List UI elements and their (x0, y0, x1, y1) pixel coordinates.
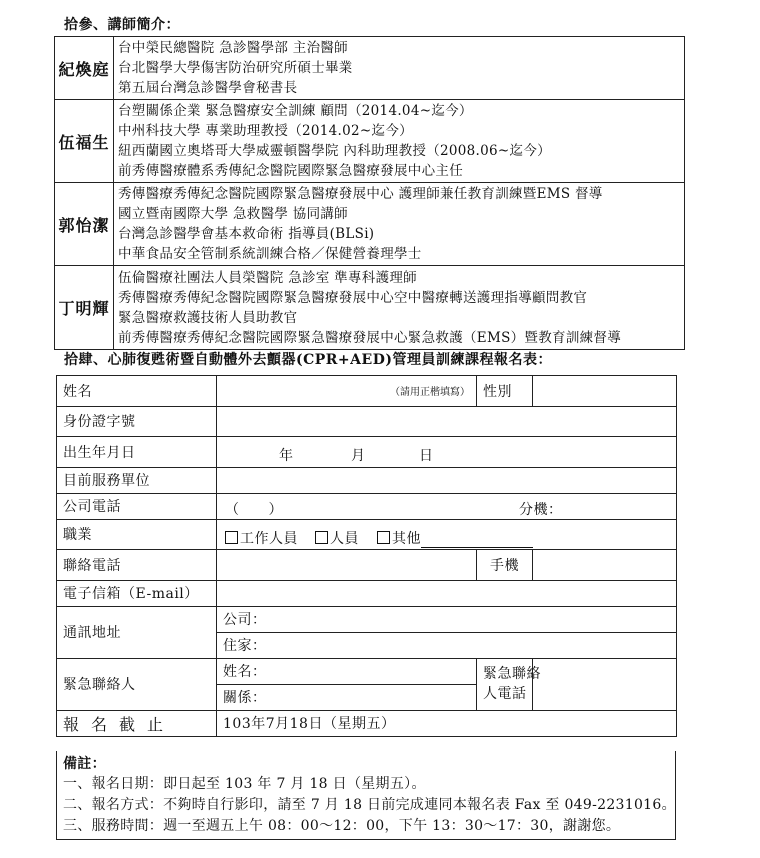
extension-label: 分機： (519, 501, 563, 518)
note-line: 二、報名方式：不夠時自行影印，請至 7 月 18 日前完成連同本報名表 Fax 至 049-2231016。 (63, 797, 676, 813)
form-row-birth (57, 437, 677, 468)
form-row-contact-phone (57, 550, 677, 581)
address-company-label: 公司： (223, 612, 267, 628)
lecturer-name: 丁明輝 (55, 266, 114, 350)
emergency-name-field[interactable] (217, 658, 477, 684)
bio-line: 台塑關係企業 緊急醫療安全訓練 顧問（2014.04~迄今） (118, 103, 473, 119)
form-row-address-company (57, 606, 677, 632)
checkbox-icon[interactable] (315, 531, 328, 544)
emergency-phone-field[interactable] (533, 658, 677, 710)
form-row-deadline (57, 710, 677, 736)
bio-line: 秀傳醫療秀傳紀念醫院國際緊急醫療發展中心 護理師兼任教育訓練暨EMS 督導 (118, 186, 603, 202)
lecturer-bio (114, 266, 685, 350)
birth-day-label: 日 (419, 448, 434, 464)
birth-month-label: 月 (351, 448, 366, 464)
occupation-option-personnel[interactable]: 人員 (315, 528, 359, 548)
lecturer-row (55, 37, 685, 100)
email-label: 電子信箱（E-mail） (57, 580, 217, 606)
address-company-field[interactable] (217, 606, 677, 632)
bio-line: 台灣急診醫學會基本救命術 指導員(BLSi) (118, 226, 375, 242)
address-home-label: 住家： (223, 638, 267, 654)
lecturer-row (55, 100, 685, 183)
lecturer-bio (114, 183, 685, 266)
lecturer-row (55, 183, 685, 266)
lecturer-name: 紀煥庭 (55, 37, 114, 100)
company-phone-field[interactable] (217, 493, 677, 519)
bio-line: 國立暨南國際大學 急救醫學 協同講師 (118, 206, 348, 222)
employer-label: 目前服務單位 (57, 467, 217, 493)
area-code-paren: （ ） (225, 501, 283, 518)
checkbox-icon[interactable] (377, 531, 390, 544)
name-label: 姓名 (57, 376, 217, 407)
lecturer-table (54, 36, 685, 350)
other-blank[interactable] (421, 533, 533, 548)
contact-phone-field[interactable] (217, 550, 477, 581)
registration-form (56, 375, 677, 737)
note-line: 一、報名日期：即日起至 103 年 7 月 18 日（星期五）。 (63, 776, 426, 792)
bio-line: 台中榮民總醫院 急診醫學部 主治醫師 (118, 40, 348, 56)
form-row-employer (57, 467, 677, 493)
birth-year-label: 年 (279, 448, 294, 464)
bio-line: 緊急醫療救護技術人員助教官 (118, 309, 298, 326)
birth-field[interactable] (217, 437, 677, 468)
emergency-phone-label: 緊急聯絡 人電話 (477, 658, 533, 710)
bio-line: 中華食品安全管制系統訓練合格／保健營養理學士 (118, 246, 422, 262)
lecturer-row (55, 266, 685, 350)
bio-line: 伍倫醫療社團法人員榮醫院 急診室 準專科護理師 (118, 269, 417, 286)
bio-line: 前秀傳醫療秀傳紀念醫院國際緊急醫療發展中心緊急救護（EMS）暨教育訓練督導 (118, 329, 622, 346)
email-field[interactable] (217, 580, 677, 606)
notes-title: 備註： (63, 756, 106, 772)
notes-box (56, 751, 676, 840)
emergency-relation-label: 關係： (223, 690, 267, 706)
occupation-option-other[interactable]: 其他 (377, 528, 533, 548)
gender-label: 性別 (477, 376, 533, 407)
bio-line: 中州科技大學 專業助理教授（2014.02~迄今） (118, 123, 413, 139)
bio-line: 第五屆台灣急診醫學會秘書長 (118, 80, 298, 96)
bio-line: 秀傳醫療秀傳紀念醫院國際緊急醫療發展中心空中醫療轉送護理指導顧問教官 (118, 289, 588, 306)
birth-label: 出生年月日 (57, 437, 217, 468)
section-lecturers-title: 拾參、講師簡介： (64, 17, 180, 33)
mobile-field[interactable] (533, 550, 677, 581)
gender-field[interactable] (533, 376, 677, 407)
occupation-option-staff[interactable]: 工作人員 (225, 528, 298, 548)
form-row-name (57, 376, 677, 407)
bio-line: 台北醫學大學傷害防治研究所碩士畢業 (118, 60, 353, 76)
emergency-label: 緊急聯絡人 (57, 658, 217, 710)
form-row-company-phone (57, 493, 677, 519)
company-phone-label: 公司電話 (57, 493, 217, 519)
form-row-email (57, 580, 677, 606)
emergency-relation-field[interactable] (217, 684, 477, 710)
bio-line: 紐西蘭國立奧塔哥大學威靈頓醫學院 內科助理教授（2008.06~迄今） (118, 143, 551, 159)
employer-field[interactable] (217, 467, 677, 493)
contact-phone-label: 聯絡電話 (57, 550, 217, 581)
lecturer-name: 郭怡潔 (55, 183, 114, 266)
section-registration-title: 拾肆、心肺復甦術暨自動體外去顫器(CPR+AED)管理員訓練課程報名表： (64, 352, 552, 368)
name-field[interactable] (217, 376, 477, 407)
occupation-field (217, 519, 677, 550)
lecturer-bio (114, 37, 685, 100)
occupation-label: 職業 (57, 519, 217, 550)
deadline-value: 103年7月18日（星期五） (217, 710, 677, 736)
address-label: 通訊地址 (57, 606, 217, 658)
lecturer-name: 伍福生 (55, 100, 114, 183)
form-row-id (57, 406, 677, 437)
name-note: （請用正楷填寫） (390, 386, 470, 398)
id-field[interactable] (217, 406, 677, 437)
form-row-emergency-name (57, 658, 677, 684)
form-row-occupation (57, 519, 677, 550)
emergency-name-label: 姓名： (223, 664, 267, 680)
deadline-label: 報名截止 (57, 710, 217, 736)
bio-line: 前秀傳醫療體系秀傳紀念醫院國際緊急醫療發展中心主任 (118, 163, 463, 179)
id-label: 身份證字號 (57, 406, 217, 437)
address-home-field[interactable] (217, 632, 677, 658)
checkbox-icon[interactable] (225, 531, 238, 544)
mobile-label: 手機 (477, 550, 533, 581)
note-line: 三、服務時間：週一至週五上午 08：00～12：00，下午 13：30～17：30，謝謝您。 (63, 818, 621, 834)
lecturer-bio (114, 100, 685, 183)
